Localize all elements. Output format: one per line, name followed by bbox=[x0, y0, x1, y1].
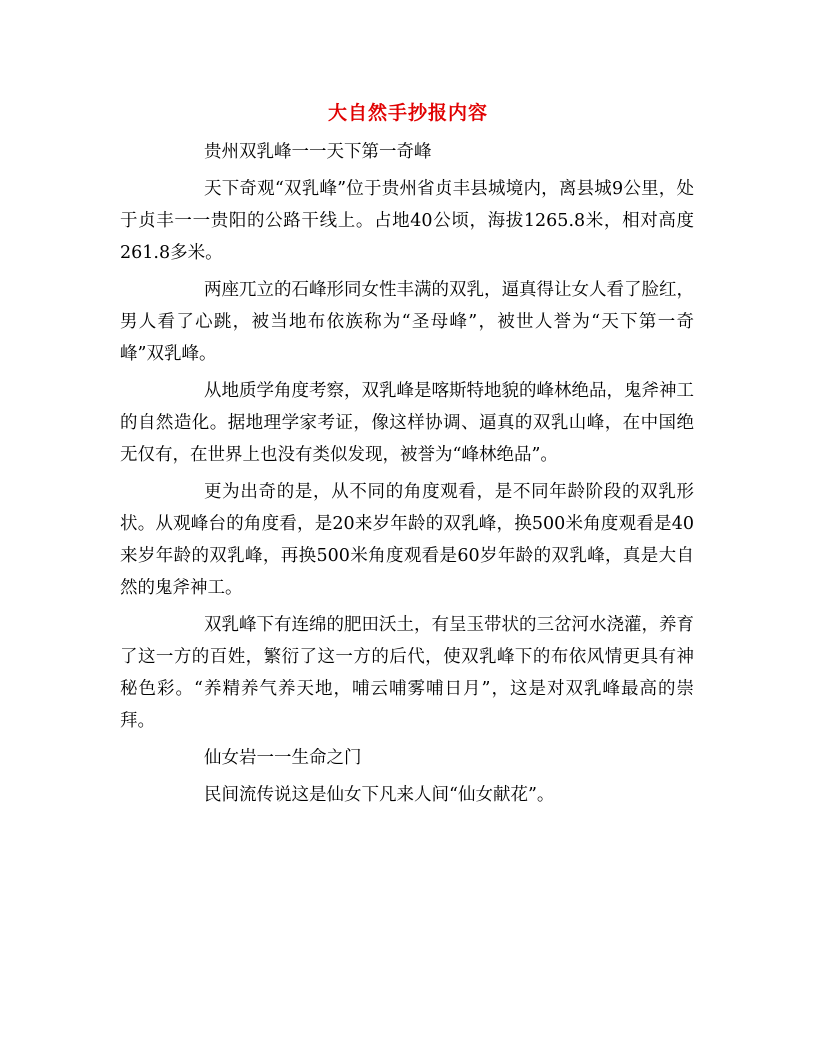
paragraph-farmland: 双乳峰下有连绵的肥田沃土，有呈玉带状的三岔河水浇灌，养育了这一方的百姓，繁衍了这一方的后代，使双乳峰下的布依风情更具有神秘色彩。“养精养气养天地，哺云哺雾哺日月”，这是对双乳峰最高的崇拜。 bbox=[120, 615, 694, 731]
section-heading-shuangrufeng: 贵州双乳峰一一天下第一奇峰 bbox=[204, 142, 432, 162]
paragraph-angles: 更为出奇的是，从不同的角度观看，是不同年龄阶段的双乳形状。从观峰台的角度看，是20来岁年龄的双乳峰，换500米角度观看是40来岁年龄的双乳峰，再换500米角度观看是60岁年龄的双乳峰，真是大自然的鬼斧神工。 bbox=[120, 482, 694, 598]
paragraph-geology: 从地质学角度考察，双乳峰是喀斯特地貌的峰林绝品，鬼斧神工的自然造化。据地理学家考证，像这样协调、逼真的双乳山峰，在中国绝无仅有，在世界上也没有类似发现，被誉为“峰林绝品”。 bbox=[120, 381, 694, 465]
paragraph-location: 天下奇观“双乳峰”位于贵州省贞丰县城境内，离县城9公里，处于贞丰一一贵阳的公路干线上。占地40公顷，海拔1265.8米，相对高度261.8多米。 bbox=[120, 179, 694, 263]
paragraph-legend: 民间流传说这是仙女下凡来人间“仙女献花”。 bbox=[204, 785, 555, 805]
section-heading-xiannvyan: 仙女岩一一生命之门 bbox=[204, 748, 362, 768]
document-body bbox=[120, 136, 694, 816]
paragraph-shape: 两座兀立的石峰形同女性丰满的双乳，逼真得让女人看了脸红，男人看了心跳，被当地布依族称为“圣母峰”，被世人誉为“天下第一奇峰”双乳峰。 bbox=[120, 280, 694, 364]
document-title: 大自然手抄报内容 bbox=[327, 102, 488, 124]
